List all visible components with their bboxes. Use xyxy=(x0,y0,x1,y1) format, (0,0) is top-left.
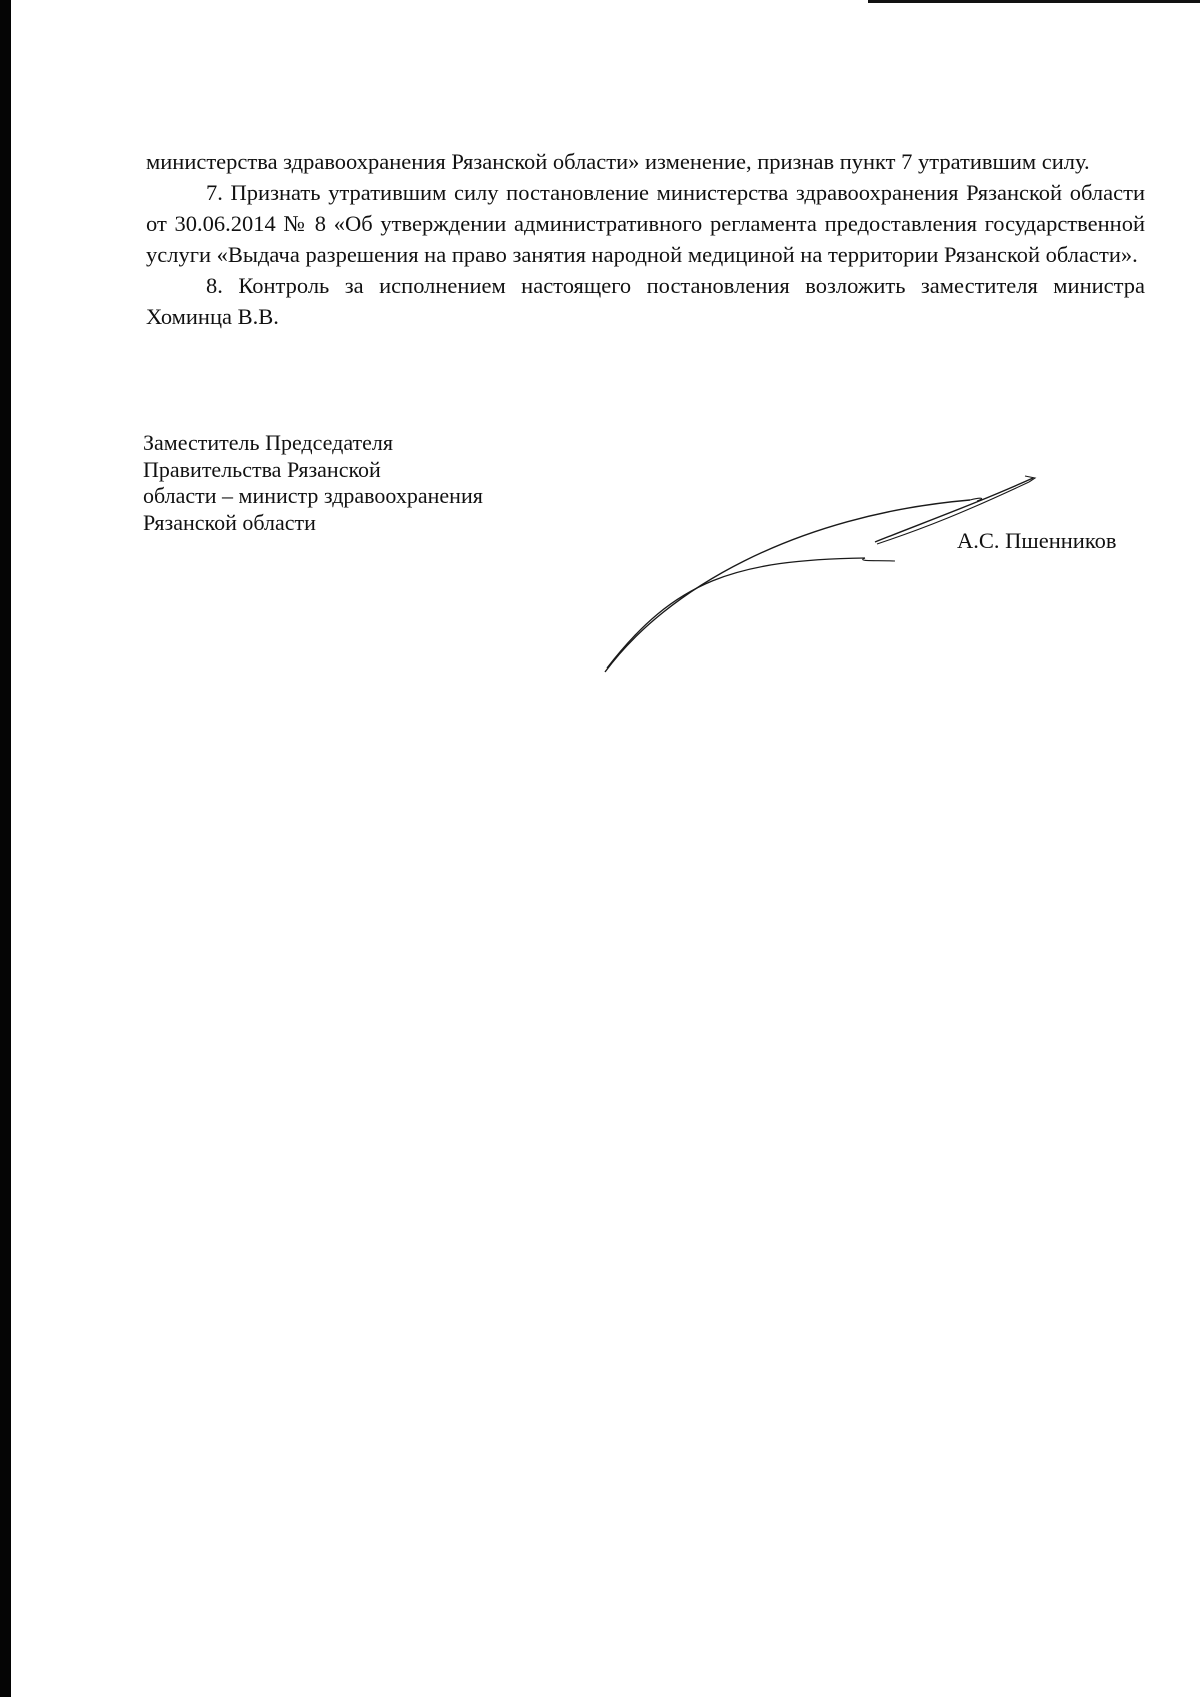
signatory-title xyxy=(143,430,483,536)
signature-stroke xyxy=(607,558,865,668)
paragraph-continuation: министерства здравоохранения Рязанской области» изменение, признав пункт 7 утратившим силу. xyxy=(146,149,1090,174)
signatory-title-line: области – министр здравоохранения xyxy=(143,483,483,508)
signatory-title-line: Заместитель Председателя xyxy=(143,430,393,455)
scan-edge-left xyxy=(0,0,11,1697)
signatory-name: А.С. Пшенников xyxy=(957,528,1117,553)
signature-stroke xyxy=(863,558,895,561)
signatory-title-line: Правительства Рязанской xyxy=(143,456,381,482)
scan-edge-top xyxy=(868,0,1200,3)
paragraph-item-8: 8. Контроль за исполнением настоящего постановления возложить заместителя министра Хоминца В.В. xyxy=(146,273,1145,329)
signatory-title-line: Рязанской области xyxy=(143,509,316,535)
document-body xyxy=(146,146,1145,332)
handwritten-signature xyxy=(595,470,1045,680)
paragraph-item-7: 7. Признать утратившим силу постановление министерства здравоохранения Рязанской области от 30.06.2014 № 8 «Об утверждении административного регламента предоставления государственной услуги «Выдача разрешения на право занятия народной медициной на территории Рязанской области». xyxy=(146,180,1145,267)
